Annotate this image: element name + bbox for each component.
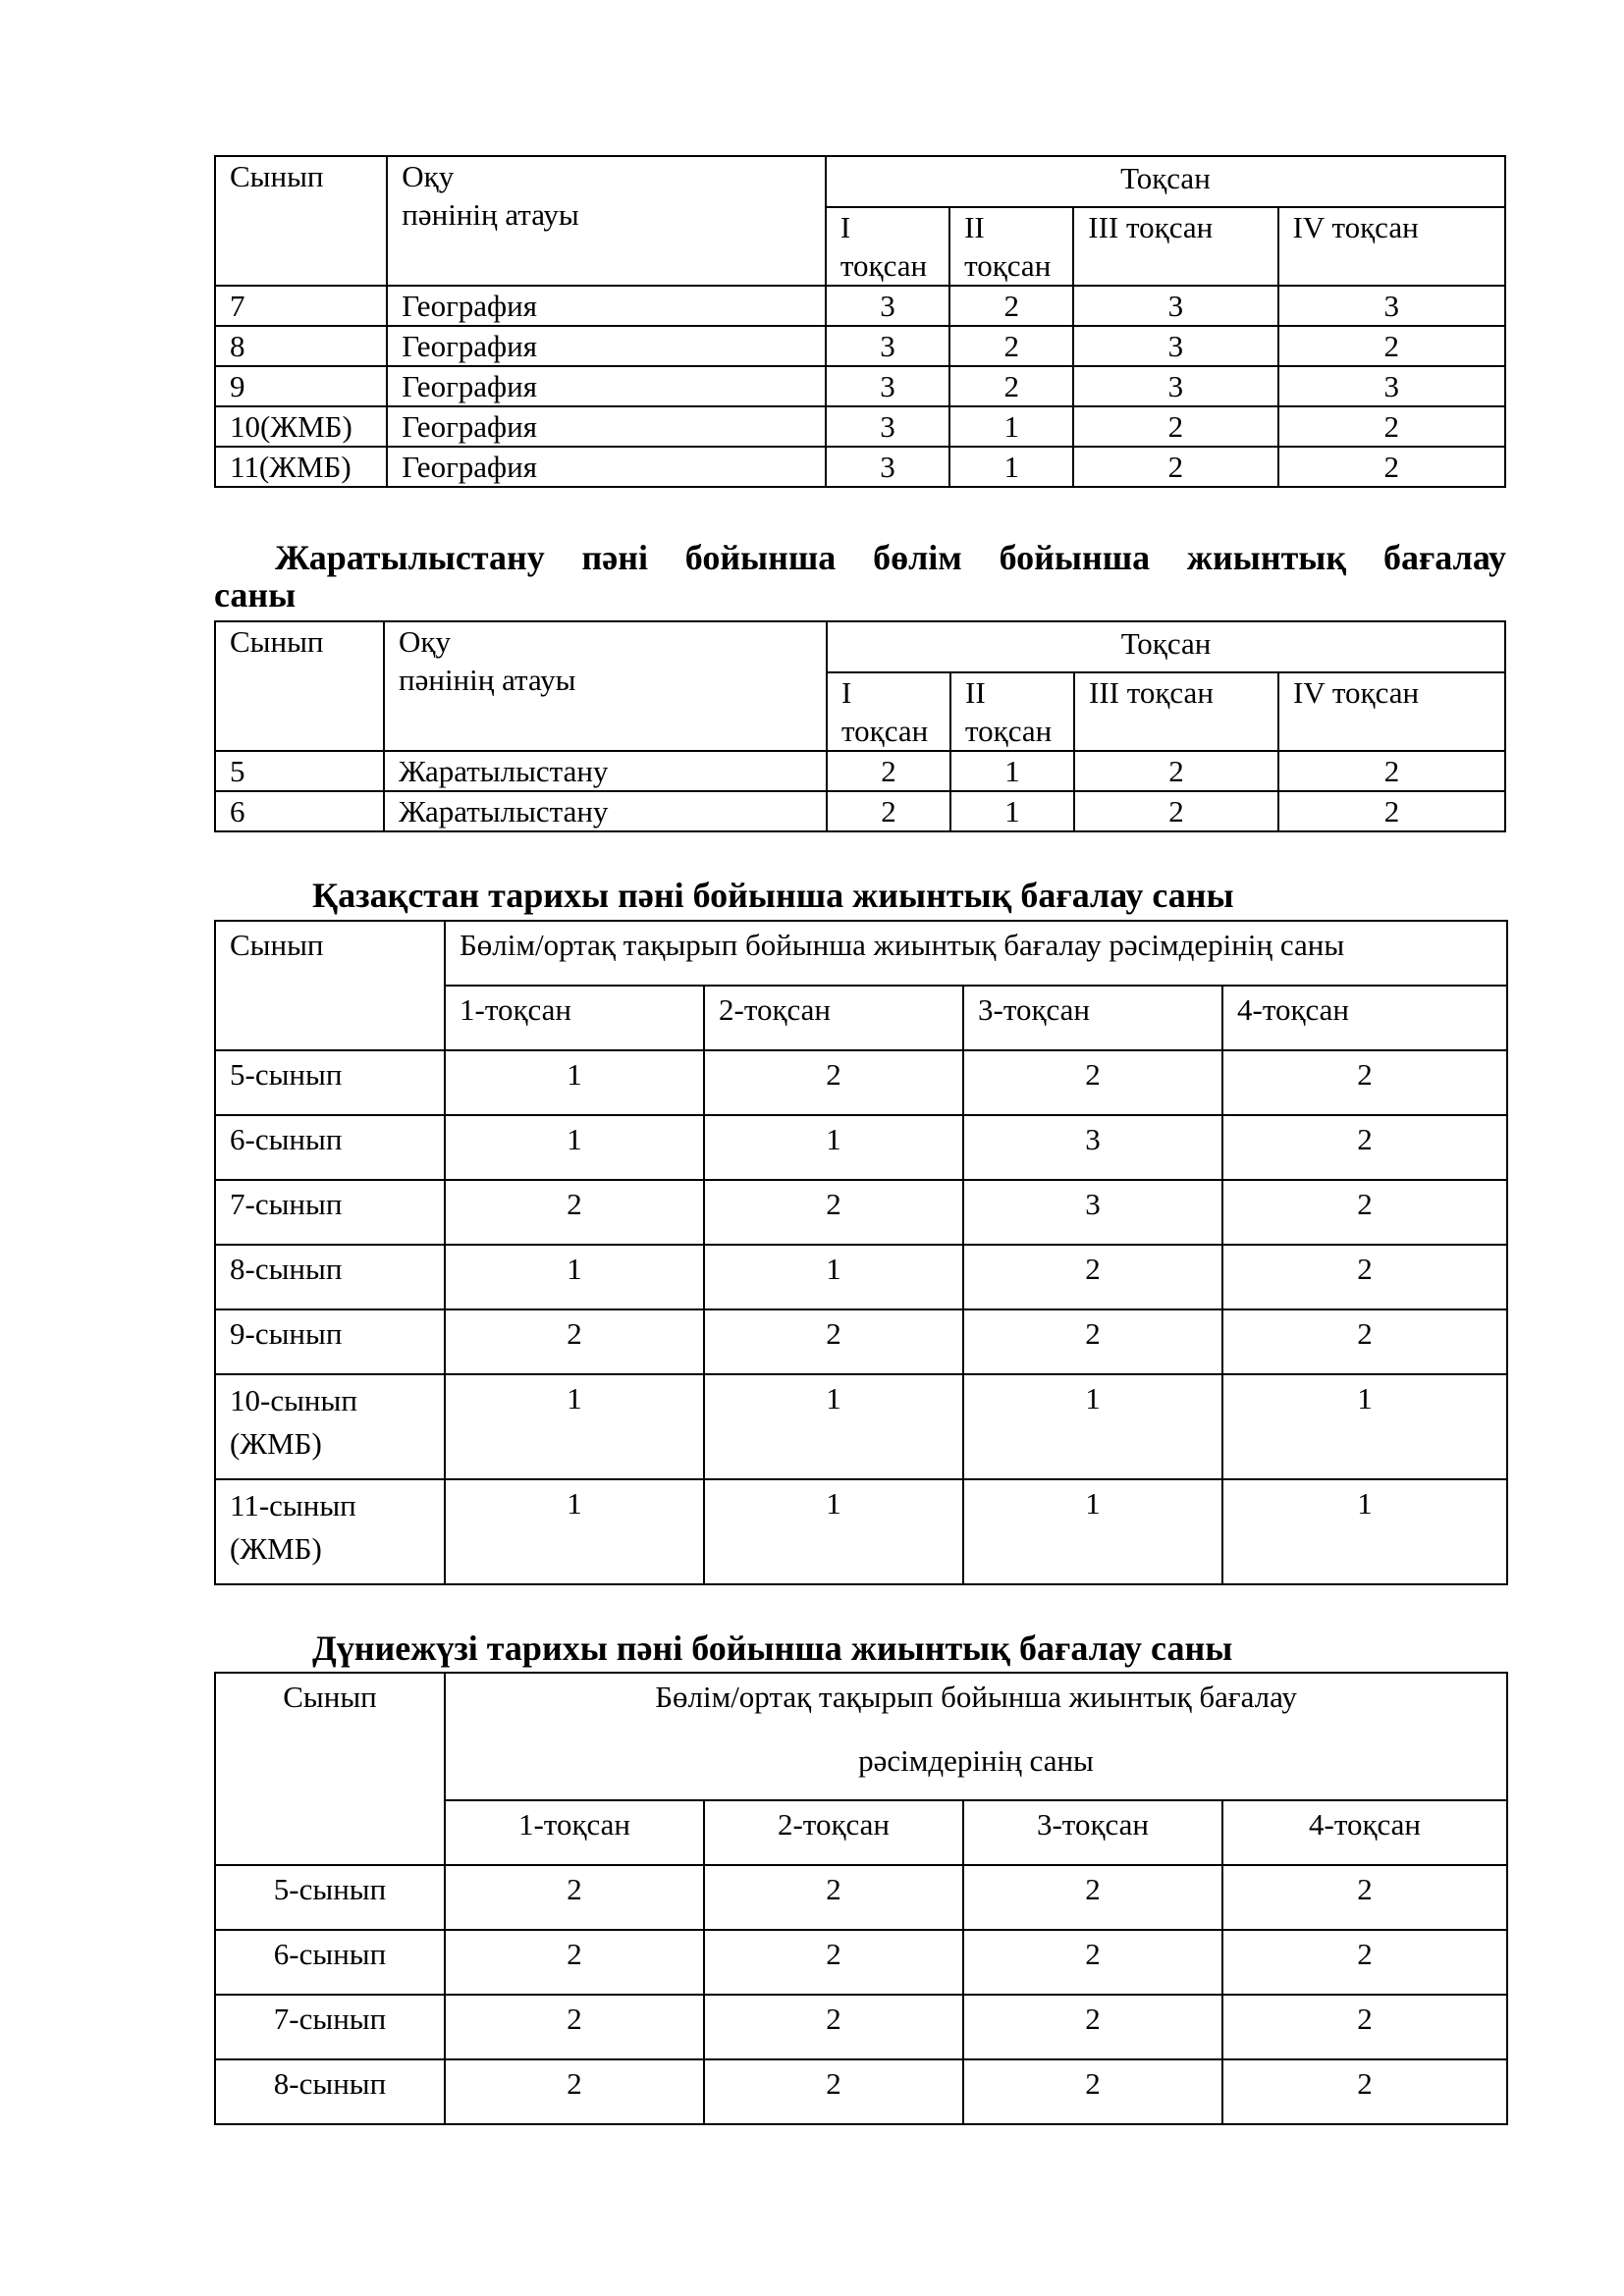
subject-cell: География — [387, 286, 826, 326]
q3-cell: 2 — [963, 1995, 1222, 2059]
q2-cell: 1 — [704, 1479, 963, 1584]
header-class: Сынып — [215, 621, 384, 751]
q1-cell: 2 — [445, 1930, 704, 1995]
q3-cell: 3 — [1073, 366, 1277, 406]
header-procedures-line-2: рәсімдерінің саны — [858, 1743, 1094, 1778]
class-cell: 6-сынып — [215, 1930, 445, 1995]
table-row — [215, 366, 1505, 406]
header-q1: 1-тоқсан — [445, 1800, 704, 1865]
table-row — [215, 1930, 1507, 1995]
class-cell: 5-сынып — [215, 1865, 445, 1930]
q2-cell: 1 — [704, 1374, 963, 1479]
heading-line-1: Жаратылыстану пәні бойынша бөлім бойынша жиынтық бағалау — [275, 538, 1506, 577]
q1-cell: 3 — [826, 406, 949, 447]
q2-cell: 2 — [704, 1050, 963, 1115]
q4-cell: 2 — [1222, 2059, 1507, 2124]
q4-cell: 2 — [1278, 751, 1505, 791]
class-cell: 8-сынып — [215, 1245, 445, 1309]
q3-cell: 1 — [963, 1374, 1222, 1479]
q3-cell: 3 — [1073, 326, 1277, 366]
q2-cell: 2 — [704, 2059, 963, 2124]
table-row — [215, 1050, 1507, 1115]
header-q2: 2-тоқсан — [704, 986, 963, 1050]
q4-cell: 1 — [1222, 1479, 1507, 1584]
q3-cell: 1 — [963, 1479, 1222, 1584]
q1-cell: 2 — [445, 1995, 704, 2059]
table-row — [215, 2059, 1507, 2124]
subject-cell: География — [387, 447, 826, 487]
q1-cell: 2 — [827, 791, 950, 831]
class-cell: 11-сынып (ЖМБ) — [215, 1479, 445, 1584]
class-cell: 8-сынып — [215, 2059, 445, 2124]
class-cell: 10(ЖМБ) — [215, 406, 387, 447]
table-row — [215, 286, 1505, 326]
q3-cell: 2 — [1074, 751, 1278, 791]
q4-cell: 2 — [1278, 447, 1505, 487]
header-procedures — [445, 1673, 1507, 1800]
header-subject: Оқу пәнінің атауы — [384, 621, 827, 751]
header-q1: I тоқсан — [826, 207, 949, 286]
q3-cell: 2 — [963, 1245, 1222, 1309]
q1-cell: 2 — [445, 2059, 704, 2124]
kazakh-history-table — [214, 920, 1508, 1585]
q4-cell: 2 — [1222, 1115, 1507, 1180]
header-q2: II тоқсан — [949, 207, 1073, 286]
subject-cell: География — [387, 326, 826, 366]
table-row — [215, 751, 1505, 791]
q3-cell: 3 — [1073, 286, 1277, 326]
q1-cell: 3 — [826, 366, 949, 406]
q3-cell: 2 — [1074, 791, 1278, 831]
q2-cell: 2 — [704, 1180, 963, 1245]
q3-cell: 2 — [963, 1050, 1222, 1115]
header-q2: II тоқсан — [950, 672, 1074, 751]
q3-cell: 3 — [963, 1180, 1222, 1245]
q3-cell: 3 — [963, 1115, 1222, 1180]
q1-cell: 2 — [827, 751, 950, 791]
geography-table — [214, 155, 1506, 488]
header-q3: III тоқсан — [1074, 672, 1278, 751]
header-q4: 4-тоқсан — [1222, 986, 1507, 1050]
class-cell: 7 — [215, 286, 387, 326]
natural-science-heading — [214, 536, 1506, 616]
q4-cell: 2 — [1222, 1930, 1507, 1995]
header-class: Сынып — [215, 156, 387, 286]
table-row — [215, 1374, 1507, 1479]
header-q4: IV тоқсан — [1278, 672, 1505, 751]
header-q1: I тоқсан — [827, 672, 950, 751]
q2-cell: 1 — [949, 447, 1073, 487]
subject-cell: Жаратылыстану — [384, 791, 827, 831]
q2-cell: 2 — [704, 1865, 963, 1930]
q3-cell: 2 — [963, 1309, 1222, 1374]
q1-cell: 1 — [445, 1374, 704, 1479]
table-row — [215, 1180, 1507, 1245]
q4-cell: 2 — [1222, 1995, 1507, 2059]
table-row — [215, 1309, 1507, 1374]
q4-cell: 2 — [1278, 326, 1505, 366]
table-row — [215, 326, 1505, 366]
class-cell: 7-сынып — [215, 1180, 445, 1245]
class-cell: 6-сынып — [215, 1115, 445, 1180]
q4-cell: 2 — [1222, 1245, 1507, 1309]
q3-cell: 2 — [1073, 406, 1277, 447]
q4-cell: 2 — [1222, 1050, 1507, 1115]
class-cell: 10-сынып (ЖМБ) — [215, 1374, 445, 1479]
class-cell: 5-сынып — [215, 1050, 445, 1115]
q1-cell: 3 — [826, 447, 949, 487]
q2-cell: 2 — [949, 326, 1073, 366]
q3-cell: 2 — [963, 1930, 1222, 1995]
q1-cell: 1 — [445, 1479, 704, 1584]
table-row — [215, 1115, 1507, 1180]
q1-cell: 1 — [445, 1245, 704, 1309]
table-row — [215, 1479, 1507, 1584]
header-class: Сынып — [215, 1673, 445, 1865]
header-quarter: Тоқсан — [826, 156, 1505, 207]
table-row — [215, 406, 1505, 447]
q2-cell: 2 — [949, 366, 1073, 406]
q1-cell: 1 — [445, 1050, 704, 1115]
header-class: Сынып — [215, 921, 445, 1050]
q2-cell: 2 — [704, 1309, 963, 1374]
q4-cell: 2 — [1222, 1865, 1507, 1930]
header-q3: 3-тоқсан — [963, 1800, 1222, 1865]
heading-line-2: саны — [214, 575, 297, 614]
header-q1: 1-тоқсан — [445, 986, 704, 1050]
class-cell: 8 — [215, 326, 387, 366]
q4-cell: 2 — [1222, 1309, 1507, 1374]
kazakh-history-heading: Қазақстан тарихы пәні бойынша жиынтық бағалау саны — [312, 876, 1234, 915]
table-row — [215, 1245, 1507, 1309]
q4-cell: 2 — [1222, 1180, 1507, 1245]
header-q3: III тоқсан — [1073, 207, 1277, 286]
header-quarter: Тоқсан — [827, 621, 1505, 672]
class-cell: 9 — [215, 366, 387, 406]
class-cell: 6 — [215, 791, 384, 831]
world-history-table — [214, 1672, 1508, 2125]
q3-cell: 2 — [1073, 447, 1277, 487]
header-procedures-line-1: Бөлім/ортақ тақырып бойынша жиынтық бағалау — [655, 1680, 1297, 1714]
q4-cell: 2 — [1278, 791, 1505, 831]
q1-cell: 2 — [445, 1309, 704, 1374]
header-q4: IV тоқсан — [1278, 207, 1505, 286]
q4-cell: 3 — [1278, 366, 1505, 406]
subject-cell: География — [387, 406, 826, 447]
header-q3: 3-тоқсан — [963, 986, 1222, 1050]
class-cell: 9-сынып — [215, 1309, 445, 1374]
q2-cell: 2 — [949, 286, 1073, 326]
q2-cell: 1 — [704, 1115, 963, 1180]
q1-cell: 2 — [445, 1865, 704, 1930]
world-history-heading: Дүниежүзі тарихы пәні бойынша жиынтық бағалау саны — [312, 1629, 1233, 1668]
q2-cell: 1 — [950, 791, 1074, 831]
subject-cell: География — [387, 366, 826, 406]
q4-cell: 1 — [1222, 1374, 1507, 1479]
class-cell: 11(ЖМБ) — [215, 447, 387, 487]
q3-cell: 2 — [963, 1865, 1222, 1930]
class-cell: 7-сынып — [215, 1995, 445, 2059]
table-row — [215, 791, 1505, 831]
q1-cell: 2 — [445, 1180, 704, 1245]
natural-science-table — [214, 620, 1506, 832]
table-row — [215, 447, 1505, 487]
q2-cell: 1 — [949, 406, 1073, 447]
q3-cell: 2 — [963, 2059, 1222, 2124]
q2-cell: 2 — [704, 1995, 963, 2059]
q4-cell: 3 — [1278, 286, 1505, 326]
q4-cell: 2 — [1278, 406, 1505, 447]
q2-cell: 2 — [704, 1930, 963, 1995]
q2-cell: 1 — [950, 751, 1074, 791]
table-row — [215, 1995, 1507, 2059]
q1-cell: 3 — [826, 326, 949, 366]
subject-cell: Жаратылыстану — [384, 751, 827, 791]
table-row — [215, 1865, 1507, 1930]
q2-cell: 1 — [704, 1245, 963, 1309]
header-procedures: Бөлім/ортақ тақырып бойынша жиынтық бағалау рәсімдерінің саны — [445, 921, 1507, 986]
class-cell: 5 — [215, 751, 384, 791]
q1-cell: 3 — [826, 286, 949, 326]
header-subject: Оқу пәнінің атауы — [387, 156, 826, 286]
header-q4: 4-тоқсан — [1222, 1800, 1507, 1865]
q1-cell: 1 — [445, 1115, 704, 1180]
header-q2: 2-тоқсан — [704, 1800, 963, 1865]
